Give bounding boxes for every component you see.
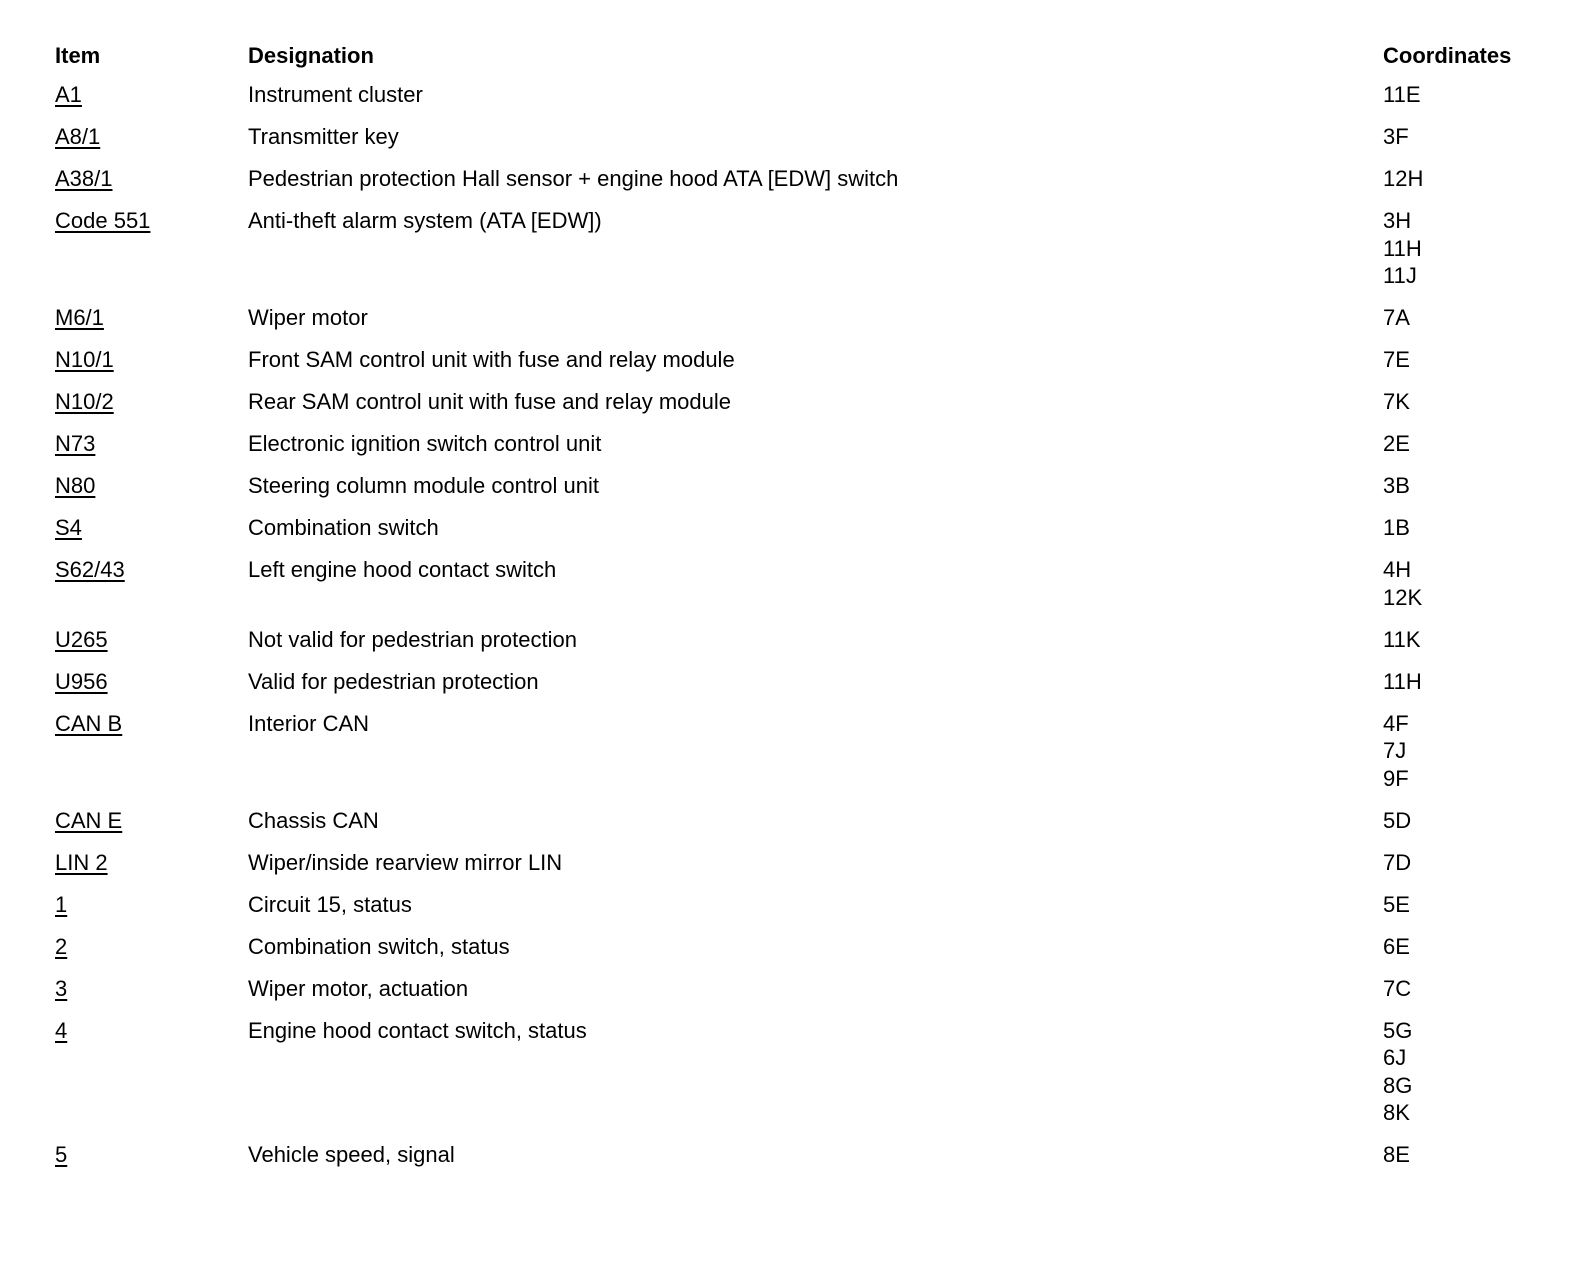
coordinates-cell: [1383, 165, 1565, 207]
coordinate-value: 11E: [1383, 82, 1421, 107]
item-link[interactable]: 2: [55, 933, 68, 959]
coordinate-value: 8K: [1383, 1100, 1410, 1125]
item-cell: [55, 472, 248, 514]
coordinate-value: 1B: [1383, 515, 1410, 540]
item-cell: [55, 975, 248, 1017]
coordinate-value: 7K: [1383, 389, 1410, 414]
item-link[interactable]: CAN B: [55, 710, 123, 736]
designation-cell: Combination switch: [248, 515, 439, 540]
item-cell: [55, 1017, 248, 1142]
item-cell: [55, 1141, 248, 1183]
table-row: [55, 556, 1565, 626]
table-row: [55, 975, 1565, 1017]
item-cell: [55, 626, 248, 668]
item-link[interactable]: U265: [55, 626, 108, 652]
coordinate-value: 3F: [1383, 124, 1409, 149]
item-cell: [55, 346, 248, 388]
item-link[interactable]: N10/2: [55, 389, 114, 414]
item-cell: [55, 388, 248, 430]
item-link[interactable]: 4: [55, 1017, 68, 1043]
coordinate-value: 6E: [1383, 933, 1410, 959]
designation-cell: Not valid for pedestrian protection: [248, 626, 577, 652]
table-row: [55, 849, 1565, 891]
table-row: [55, 1141, 1565, 1183]
item-link[interactable]: N10/1: [55, 347, 114, 372]
designation-cell: Anti-theft alarm system (ATA [EDW]): [248, 208, 602, 233]
item-cell: [55, 933, 248, 975]
coordinate-value: 7D: [1383, 849, 1412, 875]
coordinates-cell: [1383, 81, 1565, 123]
item-link[interactable]: N73: [55, 431, 96, 456]
table-row: [55, 346, 1565, 388]
coordinate-value: 11K: [1383, 626, 1421, 652]
coordinate-value: 7C: [1383, 975, 1412, 1001]
table-row: [55, 207, 1565, 304]
item-cell: [55, 556, 248, 626]
table-row: [55, 710, 1565, 807]
table-body: [55, 81, 1565, 1183]
coordinates-cell: [1383, 388, 1565, 430]
table-row: [55, 430, 1565, 472]
designation-cell: Circuit 15, status: [248, 891, 412, 917]
coordinate-value: 11H: [1383, 235, 1422, 261]
coordinate-value: 5E: [1383, 891, 1410, 917]
coordinates-cell: [1383, 891, 1565, 933]
designation-cell: Chassis CAN: [248, 807, 379, 833]
item-cell: [55, 710, 248, 807]
designation-cell: Engine hood contact switch, status: [248, 1017, 587, 1043]
coordinate-value: 11J: [1383, 263, 1417, 288]
designation-cell: Left engine hood contact switch: [248, 557, 557, 582]
item-link[interactable]: S62/43: [55, 557, 125, 582]
item-cell: [55, 123, 248, 165]
designation-cell: Combination switch, status: [248, 933, 510, 959]
header-item: Item: [55, 43, 101, 68]
coordinate-value: 2E: [1383, 431, 1410, 456]
designation-cell: Steering column module control unit: [248, 473, 599, 498]
table-row: [55, 472, 1565, 514]
coordinate-value: 12K: [1383, 584, 1423, 610]
coordinates-cell: [1383, 472, 1565, 514]
coordinates-cell: [1383, 207, 1565, 304]
item-cell: [55, 81, 248, 123]
item-cell: [55, 304, 248, 346]
coordinates-cell: [1383, 304, 1565, 346]
coordinates-cell: [1383, 1017, 1565, 1142]
coordinate-value: 11H: [1383, 668, 1422, 694]
coordinate-value: 9F: [1383, 765, 1409, 791]
coordinate-value: 5D: [1383, 807, 1412, 833]
coordinates-cell: [1383, 556, 1565, 626]
item-link[interactable]: S4: [55, 515, 82, 540]
designation-cell: Rear SAM control unit with fuse and relay module: [248, 389, 732, 414]
table-row: [55, 165, 1565, 207]
coordinates-cell: [1383, 626, 1565, 668]
item-link[interactable]: 5: [55, 1142, 68, 1167]
designation-cell: Electronic ignition switch control unit: [248, 431, 602, 456]
designation-cell: Instrument cluster: [248, 82, 423, 107]
coordinate-value: 3H: [1383, 208, 1412, 233]
item-link[interactable]: A38/1: [55, 166, 113, 191]
item-link[interactable]: 3: [55, 975, 68, 1001]
header-designation: Designation: [248, 43, 374, 68]
table-row: [55, 514, 1565, 556]
table-row: [55, 668, 1565, 710]
coordinate-value: 7A: [1383, 305, 1410, 330]
item-cell: [55, 207, 248, 304]
coordinate-value: 8E: [1383, 1142, 1410, 1167]
designation-cell: Valid for pedestrian protection: [248, 668, 539, 694]
coordinates-cell: [1383, 514, 1565, 556]
item-cell: [55, 891, 248, 933]
coordinate-value: 4F: [1383, 710, 1409, 736]
item-link[interactable]: A8/1: [55, 124, 101, 149]
item-cell: [55, 165, 248, 207]
item-cell: [55, 514, 248, 556]
table-row: [55, 304, 1565, 346]
designation-cell: Front SAM control unit with fuse and relay module: [248, 347, 735, 372]
designation-cell: Vehicle speed, signal: [248, 1142, 455, 1167]
coordinate-value: 5G: [1383, 1017, 1413, 1043]
item-cell: [55, 430, 248, 472]
header-row: [55, 42, 1565, 81]
component-legend-table: [55, 42, 1565, 1183]
table-row: [55, 123, 1565, 165]
coordinate-value: 8G: [1383, 1072, 1413, 1098]
coordinates-cell: [1383, 430, 1565, 472]
coordinates-cell: [1383, 849, 1565, 891]
table-header: [55, 42, 1565, 81]
item-link[interactable]: Code 551: [55, 208, 151, 233]
designation-cell: Wiper motor, actuation: [248, 975, 469, 1001]
coordinates-cell: [1383, 1141, 1565, 1183]
item-link[interactable]: N80: [55, 473, 96, 498]
item-cell: [55, 807, 248, 849]
coordinates-cell: [1383, 975, 1565, 1017]
table-row: [55, 626, 1565, 668]
item-link[interactable]: 1: [55, 891, 68, 917]
coordinates-cell: [1383, 710, 1565, 807]
coordinates-cell: [1383, 933, 1565, 975]
table-row: [55, 891, 1565, 933]
coordinates-cell: [1383, 807, 1565, 849]
item-cell: [55, 668, 248, 710]
coordinates-cell: [1383, 123, 1565, 165]
designation-cell: Wiper motor: [248, 305, 368, 330]
table-row: [55, 388, 1565, 430]
coordinates-cell: [1383, 346, 1565, 388]
item-link[interactable]: M6/1: [55, 305, 104, 330]
table-row: [55, 807, 1565, 849]
item-link[interactable]: U956: [55, 668, 108, 694]
coordinate-value: 12H: [1383, 166, 1424, 191]
header-coordinates: Coordinates: [1383, 43, 1512, 68]
coordinate-value: 7E: [1383, 347, 1410, 372]
coordinate-value: 4H: [1383, 557, 1412, 582]
item-cell: [55, 849, 248, 891]
item-link[interactable]: A1: [55, 82, 82, 107]
table-row: [55, 933, 1565, 975]
coordinate-value: 7J: [1383, 738, 1407, 763]
designation-cell: Transmitter key: [248, 124, 399, 149]
coordinate-value: 6J: [1383, 1045, 1407, 1070]
designation-cell: Wiper/inside rearview mirror LIN: [248, 849, 563, 875]
coordinates-cell: [1383, 668, 1565, 710]
coordinate-value: 3B: [1383, 473, 1410, 498]
item-link[interactable]: CAN E: [55, 807, 123, 833]
item-link[interactable]: LIN 2: [55, 849, 108, 875]
table-row: [55, 1017, 1565, 1142]
designation-cell: Pedestrian protection Hall sensor + engine hood ATA [EDW] switch: [248, 166, 899, 191]
table-row: [55, 81, 1565, 123]
designation-cell: Interior CAN: [248, 710, 370, 736]
